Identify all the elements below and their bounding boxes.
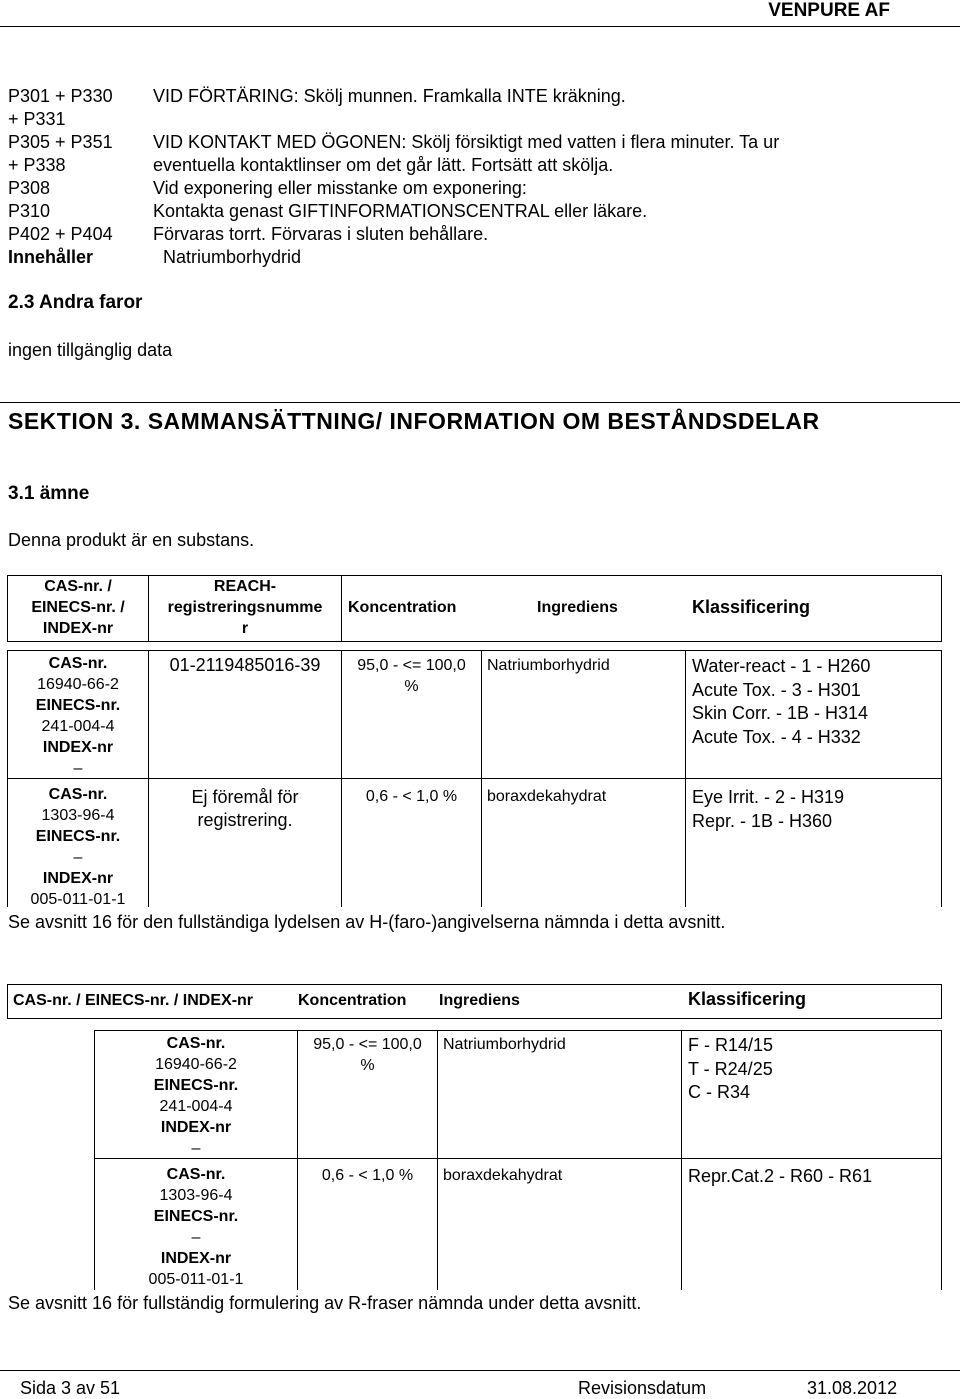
table-border <box>94 1030 942 1031</box>
row-concentration <box>342 786 481 807</box>
table-border <box>941 650 942 907</box>
row-ingredient: Natriumborhydrid <box>443 1036 566 1053</box>
revision-label: Revisionsdatum <box>578 1378 707 1398</box>
header-line: REACH- <box>213 578 277 595</box>
r-phrase-note: Se avsnitt 16 för fullständig formulering av R-fraser nämnda under detta avsnitt. <box>8 1293 642 1313</box>
header-line: r <box>241 620 249 637</box>
class-line: Skin Corr. - 1B - H314 <box>692 703 869 723</box>
id-label: INDEX-nr <box>42 739 114 756</box>
conc-line: 95,0 - <= 100,0 <box>313 1036 422 1053</box>
contains-label: Innehåller <box>8 247 94 267</box>
header-concentration: Koncentration <box>298 992 407 1009</box>
row-concentration <box>342 655 481 697</box>
row-classification <box>692 786 844 833</box>
class-line: C - R34 <box>688 1082 751 1102</box>
row-concentration <box>298 1034 437 1076</box>
row-ids <box>95 1033 297 1159</box>
brand-name: VENPURE AF <box>768 0 890 21</box>
section-rule <box>0 402 960 403</box>
precaution-text: Vid exponering eller misstanke om exponering: <box>153 178 527 198</box>
id-value: 241-004-4 <box>159 1098 233 1115</box>
header-line: CAS-nr. / <box>44 578 112 595</box>
header-line: registreringsnumme <box>167 599 323 616</box>
class-line: Acute Tox. - 4 - H332 <box>692 726 861 747</box>
table-border <box>481 650 482 907</box>
conc-line: 0,6 - < 1,0 % <box>321 1167 414 1184</box>
row-ids <box>95 1164 297 1290</box>
conc-line: 0,6 - < 1,0 % <box>365 788 458 805</box>
precaution-text: VID KONTAKT MED ÖGONEN: Skölj försiktigt med vatten i flera minuter. Ta ur <box>153 132 780 152</box>
page-header <box>0 0 960 28</box>
row-ids <box>8 653 148 779</box>
id-label: EINECS-nr. <box>35 697 121 714</box>
id-value: – <box>73 760 83 777</box>
class-line: Water-react - 1 - H260 <box>692 656 871 676</box>
id-label: INDEX-nr <box>160 1250 232 1267</box>
id-value: 1303-96-4 <box>41 807 115 824</box>
header-classification: Klassificering <box>688 989 807 1009</box>
class-line: Repr. - 1B - H360 <box>692 810 833 831</box>
id-label: EINECS-nr. <box>35 828 121 845</box>
class-line: F - R14/15 <box>688 1035 774 1055</box>
table-border <box>685 650 686 907</box>
header-ids <box>8 576 148 639</box>
header-rule <box>0 26 960 27</box>
id-label: INDEX-nr <box>42 870 114 887</box>
id-label: CAS-nr. <box>48 786 108 803</box>
conc-line: % <box>404 678 419 695</box>
page-number: Sida 3 av 51 <box>20 1378 121 1398</box>
header-reach <box>149 576 341 639</box>
reach-line: 01-2119485016-39 <box>169 655 321 675</box>
id-value: 16940-66-2 <box>155 1056 237 1073</box>
table-border <box>7 984 942 985</box>
section-title: SEKTION 3. SAMMANSÄTTNING/ INFORMATION OM BESTÅNDSDELAR <box>8 408 820 434</box>
class-line: T - R24/25 <box>688 1058 773 1079</box>
precaution-code: P308 <box>8 178 51 198</box>
row-ids <box>8 784 148 910</box>
class-line: Eye Irrit. - 2 - H319 <box>692 787 845 807</box>
other-hazards-heading: 2.3 Andra faror <box>8 292 143 313</box>
header-classification: Klassificering <box>692 597 811 617</box>
table-border <box>681 1030 682 1290</box>
contains-value: Natriumborhydrid <box>163 247 302 267</box>
id-value: – <box>191 1229 201 1246</box>
row-ingredient: Natriumborhydrid <box>487 657 610 674</box>
id-label: EINECS-nr. <box>153 1077 239 1094</box>
revision-date: 31.08.2012 <box>807 1378 898 1398</box>
precaution-code: P305 + P351 <box>8 132 113 152</box>
id-label: EINECS-nr. <box>153 1208 239 1225</box>
precaution-text: Förvaras torrt. Förvaras i sluten behållare. <box>153 224 489 244</box>
table-border <box>7 984 8 1019</box>
header-ingredient: Ingrediens <box>537 599 618 616</box>
row-ingredient: boraxdekahydrat <box>487 788 607 805</box>
header-line: INDEX-nr <box>42 620 114 637</box>
row-classification <box>692 655 870 749</box>
table-border <box>941 575 942 642</box>
conc-line: 95,0 - <= 100,0 <box>357 657 466 674</box>
precaution-code: P310 <box>8 201 51 221</box>
id-value: – <box>73 849 83 866</box>
row-ingredient: boraxdekahydrat <box>443 1167 563 1184</box>
id-value: 1303-96-4 <box>159 1187 233 1204</box>
precaution-text: Kontakta genast GIFTINFORMATIONSCENTRAL eller läkare. <box>153 201 648 221</box>
substance-text: Denna produkt är en substans. <box>8 530 255 550</box>
other-hazards-text: ingen tillgänglig data <box>8 340 173 360</box>
id-label: CAS-nr. <box>166 1035 226 1052</box>
table-border <box>148 650 149 907</box>
reach-line: registrering. <box>197 810 293 830</box>
precaution-text: VID FÖRTÄRING: Skölj munnen. Framkalla INTE kräkning. <box>153 86 626 106</box>
table-border <box>7 1018 942 1019</box>
reach-line: Ej föremål för <box>191 787 299 807</box>
row-classification <box>688 1165 872 1189</box>
id-label: CAS-nr. <box>48 655 108 672</box>
header-concentration: Koncentration <box>348 599 457 616</box>
row-reach <box>149 655 341 676</box>
row-classification <box>688 1034 773 1105</box>
class-line: Acute Tox. - 3 - H301 <box>692 679 861 700</box>
precaution-code: + P331 <box>8 109 66 129</box>
conc-line: % <box>360 1057 375 1074</box>
id-value: 005-011-01-1 <box>30 891 126 908</box>
id-label: INDEX-nr <box>160 1119 232 1136</box>
table-border <box>341 575 342 642</box>
id-label: CAS-nr. <box>166 1166 226 1183</box>
id-value: – <box>191 1140 201 1157</box>
id-value: 16940-66-2 <box>37 676 119 693</box>
precaution-text: eventuella kontaktlinser om det går lätt. Fortsätt att skölja. <box>153 155 614 175</box>
id-value: 005-011-01-1 <box>148 1271 244 1288</box>
table-border <box>941 984 942 1019</box>
table-border <box>941 1030 942 1290</box>
table-border <box>437 1030 438 1290</box>
class-line: Repr.Cat.2 - R60 - R61 <box>688 1166 873 1186</box>
header-ingredient: Ingrediens <box>439 992 520 1009</box>
precaution-code: P402 + P404 <box>8 224 113 244</box>
precaution-code: + P338 <box>8 155 66 175</box>
substance-heading: 3.1 ämne <box>8 483 90 504</box>
precaution-code: P301 + P330 <box>8 86 113 106</box>
row-concentration <box>298 1165 437 1186</box>
header-ids: CAS-nr. / EINECS-nr. / INDEX-nr <box>13 992 254 1009</box>
id-value: 241-004-4 <box>41 718 115 735</box>
header-line: EINECS-nr. / <box>31 599 125 616</box>
row-reach <box>149 786 341 832</box>
h-statement-note: Se avsnitt 16 för den fullständiga lydelsen av H-(faro-)angivelserna nämnda i detta avsnitt. <box>8 912 726 932</box>
footer-rule <box>0 1370 960 1371</box>
